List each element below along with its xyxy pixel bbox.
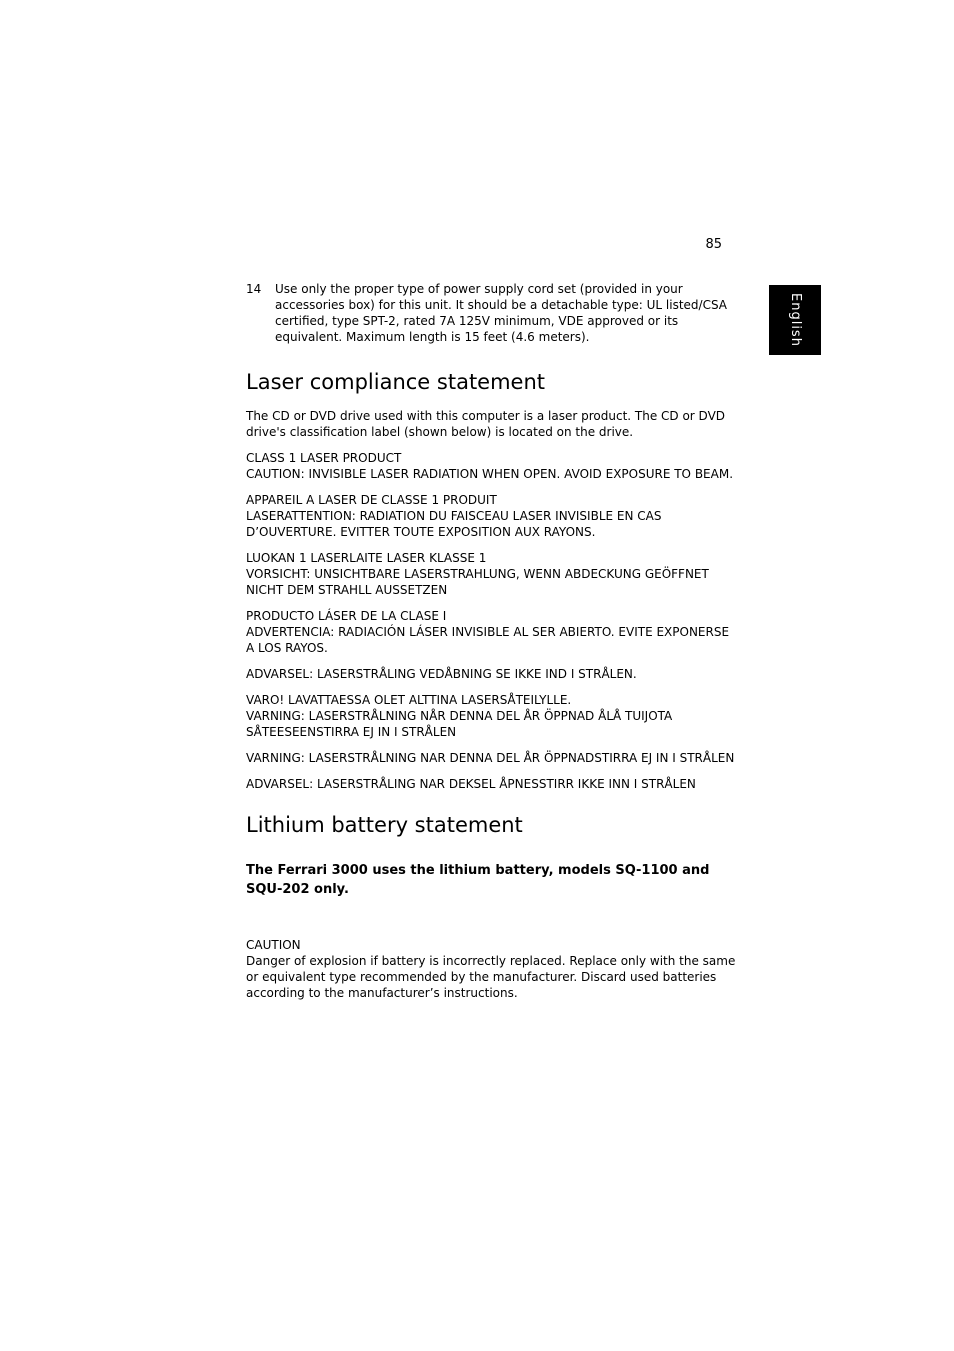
main-content <box>246 278 736 1001</box>
laser-block-finnish-swedish: VARO! LAVATTAESSA OLET ALTTINA LASERSÅTEILYLLE. VARNING: LASERSTRÅLNING NÅR DENNA DEL ÅR ÖPPNAD ÅLÅ TUIJOTA SÅTEESEENSTIRRA EJ IN I STRÅLEN <box>246 693 673 739</box>
page-number: 85 <box>705 237 722 252</box>
laser-block-norwegian: ADVARSEL: LASERSTRÅLING NAR DEKSEL ÅPNESSTIRR IKKE INN I STRÅLEN <box>246 777 696 791</box>
lithium-caution: CAUTION Danger of explosion if battery is incorrectly replaced. Replace only with the same or equivalent type recommended by the manufacturer. Discard used batteries according to the manufacturer’s instructions. <box>246 938 736 1000</box>
laser-block-german: LUOKAN 1 LASERLAITE LASER KLASSE 1 VORSICHT: UNSICHTBARE LASERSTRAHLUNG, WENN ABDECKUNG GEÖFFNET NICHT DEM STRAHLL AUSSETZEN <box>246 551 709 597</box>
list-item-number: 14 <box>246 282 262 296</box>
laser-heading: Laser compliance statement <box>246 370 546 394</box>
language-tab <box>769 285 821 355</box>
laser-block-danish: ADVARSEL: LASERSTRÅLING VEDÅBNING SE IKKE IND I STRÅLEN. <box>246 667 637 681</box>
laser-block-french: APPAREIL A LASER DE CLASSE 1 PRODUIT LASERATTENTION: RADIATION DU FAISCEAU LASER INVISIBLE EN CAS D’OUVERTURE. EVITTER TOUTE EXPOSITION AUX RAYONS. <box>246 493 662 539</box>
lithium-bold-statement: The Ferrari 3000 uses the lithium battery, models SQ-1100 and SQU-202 only. <box>246 863 710 897</box>
lithium-heading: Lithium battery statement <box>246 813 523 837</box>
laser-intro: The CD or DVD drive used with this computer is a laser product. The CD or DVD drive's classification label (shown below) is located on the drive. <box>246 409 726 439</box>
laser-block-english: CLASS 1 LASER PRODUCT CAUTION: INVISIBLE LASER RADIATION WHEN OPEN. AVOID EXPOSURE TO BEAM. <box>246 451 734 481</box>
laser-block-swedish: VARNING: LASERSTRÅLNING NAR DENNA DEL ÅR ÖPPNADSTIRRA EJ IN I STRÅLEN <box>246 751 735 765</box>
list-item-text: Use only the proper type of power supply cord set (provided in your accessories box) for this unit. It should be a detachable type: UL listed/CSA certified, type SPT-2, rated 7A 125V minimum, VDE approved or its equivalent. Maximum length is 15 feet (4.6 meters). <box>275 282 728 344</box>
laser-block-spanish: PRODUCTO LÁSER DE LA CLASE I ADVERTENCIA: RADIACIÓN LÁSER INVISIBLE AL SER ABIERTO. EVITE EXPONERSE A LOS RAYOS. <box>246 609 730 655</box>
list-item-14 <box>246 281 736 345</box>
language-tab-label: English <box>788 293 803 347</box>
